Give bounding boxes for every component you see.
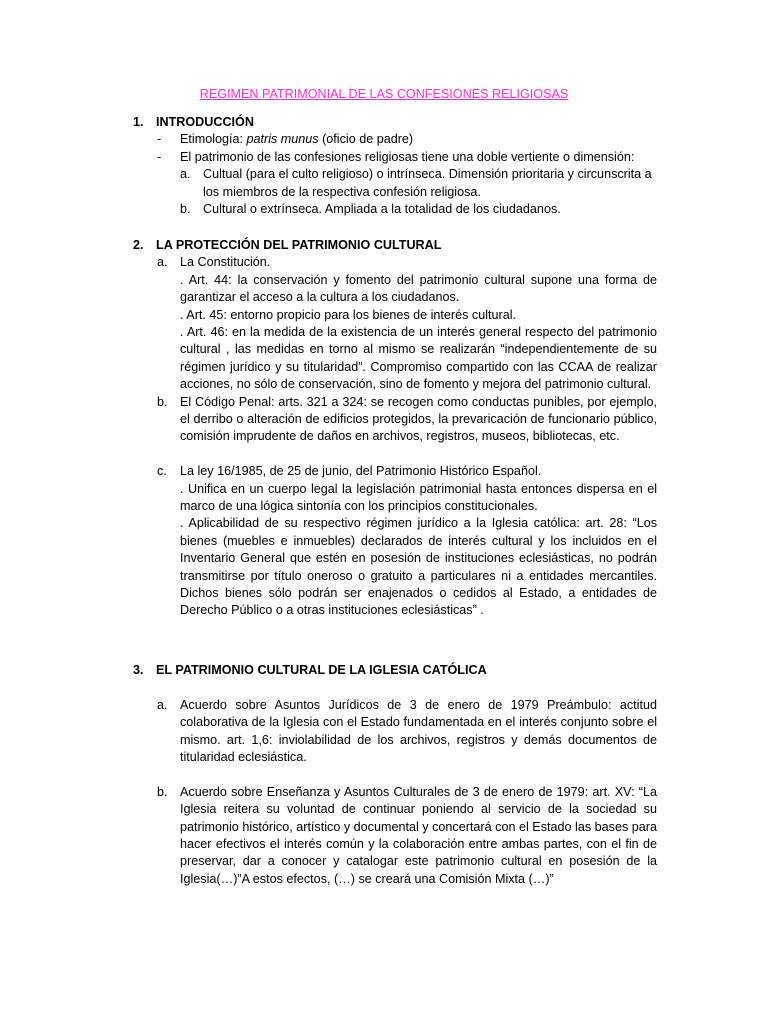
art-44-text: . Art. 44: la conservación y fomento del patrimonio cultural supone una forma de garantizar el acceso a la cultura a los ciudadanos. <box>180 272 657 305</box>
list-item <box>0 394 768 464</box>
section-heading <box>0 662 768 679</box>
ley-paragraphs <box>180 481 657 620</box>
list-item <box>0 784 768 888</box>
list-item-text: El patrimonio de las confesiones religiosas tiene una doble vertiente o dimensión: <box>180 149 635 164</box>
section-number: 2. <box>133 238 144 252</box>
section-heading <box>0 114 768 131</box>
document-title: REGIMEN PATRIMONIAL DE LAS CONFESIONES RELIGIOSAS <box>199 87 569 101</box>
item-label: a. <box>180 167 191 182</box>
art-46-text: . Art. 46: en la medida de la existencia de un interés general respecto del patrimonio cultural , las medidas en torno al mismo se realizarán “independientemente de su régimen jurídico y su titularidad”. Compromiso compartido con las CCAA de realizar acciones, no sólo de conservación, sino de fomento y mejora del patrimonio cultural. <box>180 325 657 392</box>
section-introduccion <box>0 114 768 218</box>
list-item <box>0 131 768 148</box>
list-item <box>0 201 768 218</box>
item-text: Cultural o extrínseca. Ampliada a la totalidad de los ciudadanos. <box>203 201 561 216</box>
section-heading <box>0 237 768 254</box>
list-item <box>0 697 768 767</box>
list-item <box>0 166 768 201</box>
section-number: 1. <box>133 115 144 129</box>
dash-bullet: - <box>157 149 162 164</box>
item-label: a. <box>157 255 168 270</box>
section-patrimonio-iglesia <box>0 662 768 888</box>
list-item <box>0 254 768 271</box>
acuerdo-ensenanza-text: Acuerdo sobre Enseñanza y Asuntos Culturales de 3 de enero de 1979: art. XV: “La Iglesia reitera su voluntad de continuar poniendo al servicio de la sociedad su patrimonio histórico, artístico y documental y concertará con el Estado las bases para hacer efectivos el interés común y la colaboración entre ambas partes, con el fin de preservar, dar a conocer y catalogar este patrimonio cultural en posesión de la Iglesia(…)”A estos efectos, (…) se creará una Comisión Mixta (…)” <box>180 784 657 886</box>
section-number: 3. <box>133 663 144 677</box>
item-heading: La Constitución. <box>180 255 271 270</box>
list-item <box>0 463 768 480</box>
spacer <box>0 679 768 696</box>
acuerdo-juridicos-text: Acuerdo sobre Asuntos Jurídicos de 3 de enero de 1979 Preámbulo: actitud colaborativa de la Iglesia con el Estado fundamentada en el interés conjunto sobre el mismo. art. 1,6: inviolabilidad de los archivos, registros y demás documentos de titularidad eclesiástica. <box>180 697 657 764</box>
item-label: b. <box>180 201 191 216</box>
codigo-penal-text: El Código Penal: arts. 321 a 324: se recogen como conductas punibles, por ejemplo, el derribo o alteración de edificios protegidos, la prevaricación de funcionario público, comisión imprudente de daños en archivos, registros, museos, bibliotecas, etc. <box>180 394 657 444</box>
item-label: a. <box>157 697 168 712</box>
section-proteccion <box>0 237 768 620</box>
aplicabilidad-text: . Aplicabilidad de su respectivo régimen jurídico a la Iglesia católica: art. 28: “Los bienes (muebles e inmuebles) declarados de interés cultural y los incluidos en el Inventario General que estén en posesión de instituciones eclesiásticas, no podrán transmitirse por título oneroso o gratuito a particulares ni a entidades mercantiles. Dichos bienes sólo podrán ser enajenados o cedidos al Estado, a entidades de Derecho Público o a otras instituciones eclesiásticas” . <box>180 516 657 618</box>
unifica-text: . Unifica en un cuerpo legal la legislación patrimonial hasta entonces dispersa en el marco de una lógica sintonía con los principios constitucionales. <box>180 481 657 514</box>
section-title: LA PROTECCIÓN DEL PATRIMONIO CULTURAL <box>156 238 442 252</box>
item-label: b. <box>157 394 168 409</box>
section-title: INTRODUCCIÓN <box>156 115 254 129</box>
art-45-text: . Art. 45: entorno propicio para los bienes de interés cultural. <box>180 307 517 322</box>
item-label: b. <box>157 784 168 799</box>
etimologia-text: Etimología: patris munus (oficio de padre) <box>180 132 414 147</box>
list-item <box>0 149 768 166</box>
constitucion-paragraphs <box>180 272 657 394</box>
item-heading: La ley 16/1985, de 25 de junio, del Patrimonio Histórico Español. <box>180 464 542 479</box>
spacer <box>0 766 768 783</box>
section-title: EL PATRIMONIO CULTURAL DE LA IGLESIA CATÓLICA <box>156 663 487 677</box>
dash-bullet: - <box>157 132 162 147</box>
item-label: c. <box>157 464 167 479</box>
item-text: Cultual (para el culto religioso) o intrínseca. Dimensión prioritaria y circunscrita a los miembros de la respectiva confesión religiosa. <box>203 167 652 199</box>
